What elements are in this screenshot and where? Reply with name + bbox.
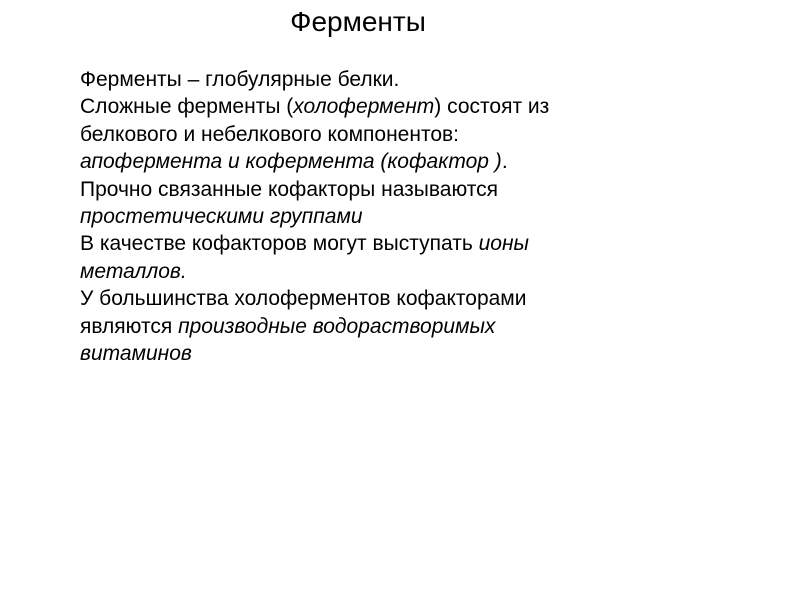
text-line xyxy=(80,285,720,312)
text-line xyxy=(80,340,720,367)
text-run-italic: холофермент xyxy=(293,95,435,119)
text-run: Сложные ферменты ( xyxy=(80,95,294,119)
text-run: У большинства холоферментов кофакторами xyxy=(80,287,527,311)
text-run-italic: производные водорастворимых xyxy=(178,314,496,338)
text-run-italic: ионы xyxy=(478,232,529,256)
text-line xyxy=(80,121,720,148)
text-run: белкового и небелкового компонентов: xyxy=(80,122,460,146)
text-line xyxy=(80,66,720,93)
text-run-italic: металлов. xyxy=(80,259,187,283)
text-run-italic: апофермента и кофермента (кофактор ) xyxy=(80,150,502,174)
text-line xyxy=(80,93,720,120)
text-run: ) состоят из xyxy=(434,95,550,119)
text-line xyxy=(80,148,720,175)
text-line xyxy=(80,230,720,257)
text-run: . xyxy=(501,150,508,174)
text-run: Прочно связанные кофакторы называются xyxy=(80,177,499,201)
text-run-italic: простетическими группами xyxy=(80,205,363,229)
text-line xyxy=(80,203,720,230)
text-line xyxy=(80,176,720,203)
text-line xyxy=(80,313,720,340)
text-run-italic: витаминов xyxy=(80,342,192,366)
text-run: Ферменты – глобулярные белки. xyxy=(80,68,400,91)
slide-body-text xyxy=(80,66,720,367)
text-run: В качестве кофакторов могут выступать xyxy=(80,232,479,256)
slide-title: Ферменты xyxy=(290,6,426,37)
text-line xyxy=(80,258,720,285)
text-run: являются xyxy=(80,314,179,338)
